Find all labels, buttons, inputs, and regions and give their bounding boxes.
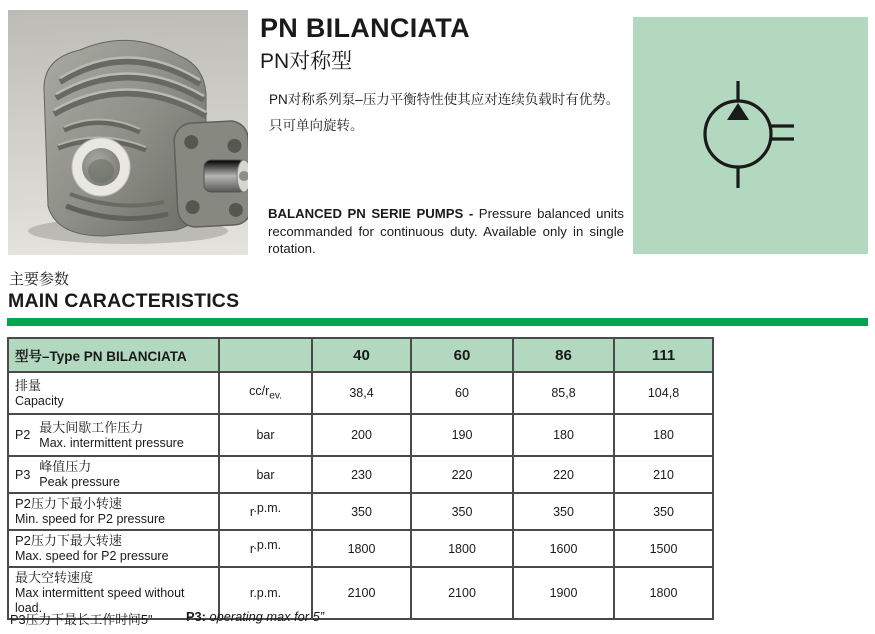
title-block (260, 12, 628, 139)
row-value: 60 (411, 372, 513, 414)
row-value: 180 (513, 414, 614, 456)
row-value: 190 (411, 414, 513, 456)
row-value: 1600 (513, 530, 614, 567)
row-value: 2100 (411, 567, 513, 619)
row-label-cn: 峰值压力 (39, 459, 92, 474)
row-label-en: Capacity (15, 393, 64, 408)
row-value: 210 (614, 456, 713, 493)
row-value: 180 (614, 414, 713, 456)
pump-photo (8, 10, 248, 255)
description-cn-line1: PN对称系列泵–压力平衡特性使其应对连续负载时有优势。 (269, 92, 620, 107)
row-value: 1800 (312, 530, 411, 567)
description-cn (260, 87, 628, 139)
row-label (8, 456, 219, 493)
row-value: 200 (312, 414, 411, 456)
row-value: 350 (312, 493, 411, 530)
table-header-model-60: 60 (411, 338, 513, 372)
footnote-en-label: P3: (186, 609, 206, 624)
table-row (8, 530, 713, 567)
row-value: 350 (411, 493, 513, 530)
description-en (268, 205, 624, 258)
row-label (8, 493, 219, 530)
section-heading-cn: 主要参数 (9, 271, 70, 288)
section-heading-en: MAIN CARACTERISTICS (8, 290, 240, 312)
row-unit: bar (219, 414, 312, 456)
table-header-model-86: 86 (513, 338, 614, 372)
row-value: 230 (312, 456, 411, 493)
row-unit: r.p.m. (219, 493, 312, 530)
row-label (8, 530, 219, 567)
row-value: 350 (614, 493, 713, 530)
green-divider-bar (7, 318, 868, 326)
hydraulic-pump-symbol-icon (633, 17, 868, 254)
row-label-en: Peak pressure (39, 475, 120, 489)
table-header-type: 型号–Type PN BILANCIATA (8, 338, 219, 372)
footnote-en (186, 609, 324, 624)
table-row (8, 456, 713, 493)
footnote-cn: P3压力下最长工作时间5" (10, 612, 153, 627)
row-label-cn: 排量 (15, 377, 42, 393)
row-value: 1800 (614, 567, 713, 619)
row-value: 1900 (513, 567, 614, 619)
row-label (8, 414, 219, 456)
row-unit: r.p.m. (219, 567, 312, 619)
table-row (8, 414, 713, 456)
row-prefix: P2 (15, 428, 31, 442)
table-header-row (8, 338, 713, 372)
row-unit: $cc/r_{ev.}$ (219, 372, 312, 414)
row-value: 85,8 (513, 372, 614, 414)
spec-table-body (8, 372, 713, 619)
row-prefix: P3 (15, 467, 31, 482)
row-value: 220 (411, 456, 513, 493)
description-en-rest: Pressure balanced units recommanded for continuous duty. Available only in single rotation. (268, 206, 624, 256)
row-value: 220 (513, 456, 614, 493)
row-unit: bar (219, 456, 312, 493)
row-value: 1800 (411, 530, 513, 567)
row-label-cn: P2压力下最大转速 (15, 533, 122, 548)
gear-pump-photo-illustration (8, 10, 248, 255)
table-header-model-111: 111 (614, 338, 713, 372)
description-cn-line2: 只可单向旋转。 (269, 118, 364, 133)
row-unit: r.p.m. (219, 530, 312, 567)
row-value: 38,4 (312, 372, 411, 414)
row-label (8, 372, 219, 414)
table-header-unit (219, 338, 312, 372)
row-label-en: Max. speed for P2 pressure (15, 549, 169, 563)
row-value: 1500 (614, 530, 713, 567)
page-title: PN BILANCIATA (260, 13, 470, 43)
spec-table (7, 337, 714, 620)
table-row (8, 372, 713, 414)
row-label-en: Max intermittent speed without load. (15, 586, 185, 615)
row-label-cn: 最大间歇工作压力 (39, 419, 144, 435)
page-subtitle-cn: PN对称型 (260, 50, 353, 73)
row-label-cn: P2压力下最小转速 (15, 496, 122, 511)
footnote-en-text: operating max for 5” (205, 609, 324, 624)
row-value: 104,8 (614, 372, 713, 414)
table-header-model-40: 40 (312, 338, 411, 372)
row-value: 2100 (312, 567, 411, 619)
row-label-en: Min. speed for P2 pressure (15, 512, 166, 526)
description-en-lead: BALANCED PN SERIE PUMPS - (268, 206, 479, 221)
row-label-cn: 最大空转速度 (15, 570, 94, 585)
row-label-en: Max. intermittent pressure (39, 435, 184, 450)
table-row (8, 493, 713, 530)
symbol-panel (633, 17, 868, 254)
row-value: 350 (513, 493, 614, 530)
